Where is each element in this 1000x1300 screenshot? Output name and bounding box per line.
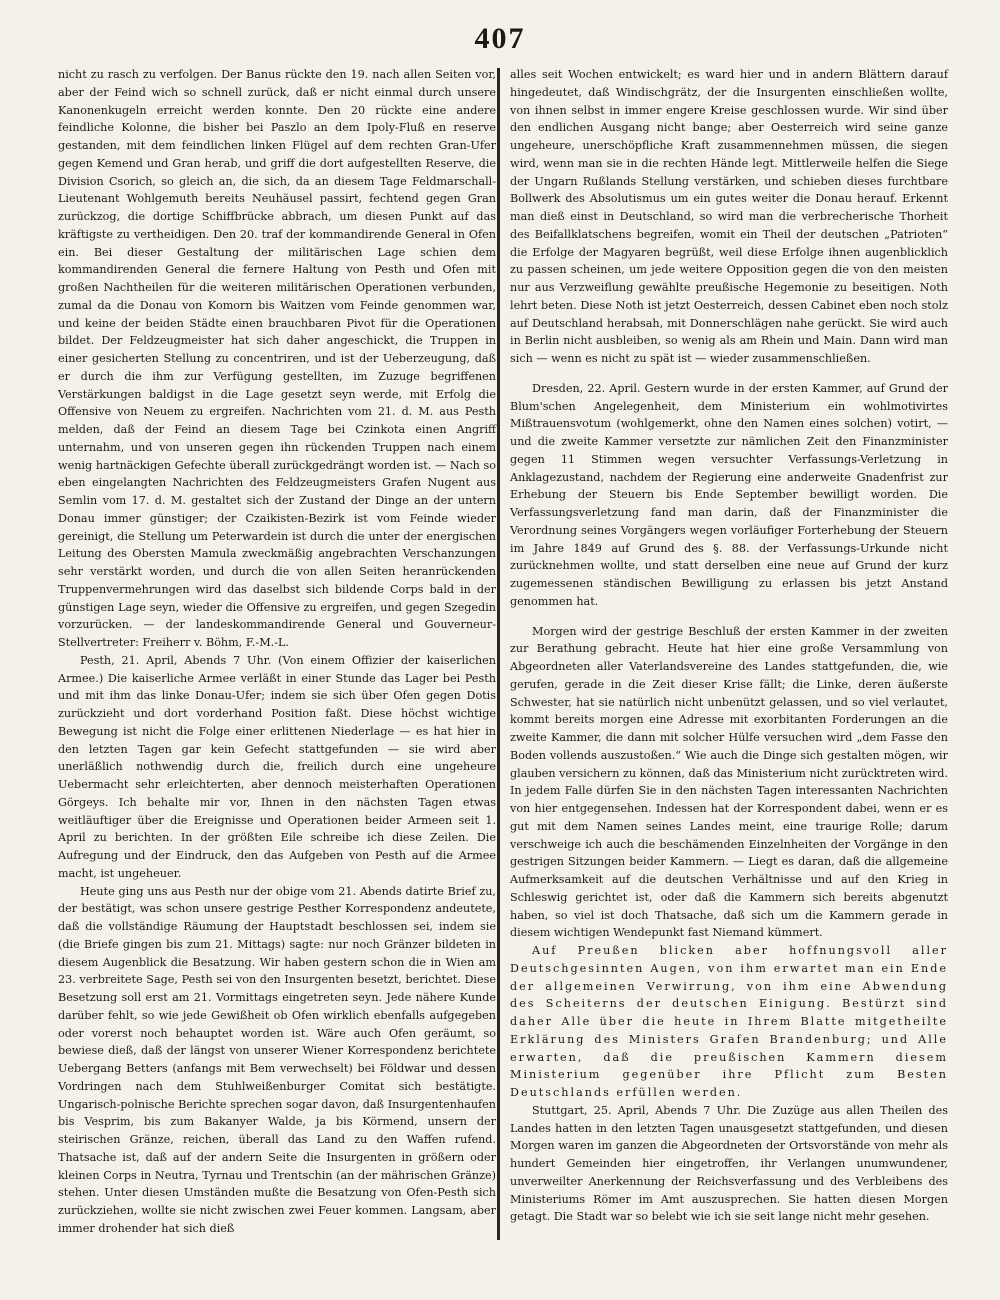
- article-military-report: nicht zu rasch zu verfolgen. Der Banus rückte den 19. nach allen Seiten vor, aber der Feind wich so schnell zurück, daß er nicht einmal durch unsere Kanonenkugeln erreicht werden konnte. Den 20 rückte eine andere feindliche Kolonne, die bisher bei Paszlo an dem Ipoly-Fluß en reserve gestanden, mit dem feindlichen linken Flügel auf dem rechten Gran-Ufer gegen Kemend und Gran herab, und griff die dort aufgestellten Reserve, die Division Csorich, so gleich an, die sich, da an diesem Tage Feldmarschall-Lieutenant Wohlgemuth bereits Neuhäusel passirt, fechtend gegen Gran zurückzog, die dortige Schiffbrücke abbrach, um diesen Punkt auf das kräftigste zu vertheidigen. Den 20. traf der kommandirende General in Ofen ein. Bei dieser Gestaltung der militärischen Lage schien dem kommandirenden General die fernere Haltung von Pesth und Ofen mit großen Nachtheilen für die weiteren militärischen Operationen verbunden, zumal da die Donau von Komorn bis Waitzen vom Feinde genommen war, und keine der beiden Städte einen brauchbaren Pivot für die Operationen bildet. Der Feldzeugmeister hat sich daher angeschickt, die Truppen in einer gesicherten Stellung zu concentriren, und ist der Ueberzeugung, daß er durch die ihm zur Verfügung gestellten, im Zuzuge begriffenen Verstärkungen baldigst in die Lage gesetzt seyn werde, mit Erfolg die Offensive von Neuem zu ergreifen. Nachrichten vom 21. d. M. aus Pesth melden, daß der Feind an diesem Tage bei Czinkota einen Angriff unternahm, und von unseren gegen ihn rückenden Truppen nach einem wenig hartnäckigen Gefechte überall zurückgedrängt worden ist. — Nach so eben eingelangten Nachrichten des Feldzeugmeisters Grafen Nugent aus Semlin vom 17. d. M. gestaltet sich der Zustand der Dinge an der untern Donau immer günstiger; der Czaikisten-Bezirk ist vom Feinde wieder gereinigt, die Stellung um Peterwardein ist durch die unter der energischen Leitung des Obersten Mamula zweckmäßig angebrachten Verschanzungen sehr verstärkt worden, und durch die von allen Seiten heranrückenden Truppenvermehrungen wird das daselbst sich bildende Corps bald in der günstigen Lage seyn, wieder die Offensive zu ergreifen, und gegen Szegedin vorzurücken. — der landeskommandirende General und Gouverneur-Stellvertreter: Freiherr v. Böhm, F.-M.-L.: [58, 68, 496, 649]
- page-number: 407: [474, 22, 526, 55]
- article-stuttgart: Stuttgart, 25. April, Abends 7 Uhr. Die Zuzüge aus allen Theilen des Landes hatten in den letzten Tagen unausgesetzt stattgefunden, und diesen Morgen waren im ganzen die Abgeordneten der Ortsvorstände von mehr als hundert Gemeinden hier eingetroffen, ihr Verlangen unumwundener, unverweilter Anerkennung der Reichsverfassung und des Verbleibens des Ministeriums Römer im Amt auszusprechen. Sie hatten diesen Morgen getagt. Die Stadt war so belebt wie ich sie seit lange nicht mehr gesehen.: [510, 1103, 948, 1224]
- right-column: [510, 66, 948, 1226]
- article-pesth-commentary: Heute ging uns aus Pesth nur der obige vom 21. Abends datirte Brief zu, der bestätigt, was schon unsere gestrige Pesther Korrespondenz andeutete, daß die vollständige Räumung der Hauptstadt beschlossen sei, indem sie (die Briefe gingen bis zum 21. Mittags) sagte: nur noch Gränzer bildeten in diesem Augenblick die Besatzung. Wir haben gestern schon die in Wien am 23. verbreitete Sage, Pesth sei von den Insurgenten besetzt, berichtet. Diese Besetzung soll erst am 21. Vormittags eingetreten seyn. Jede nähere Kunde darüber fehlt, so wie jede Gewißheit ob Ofen wirklich ebenfalls aufgegeben oder vorerst noch behauptet worden ist. Wäre auch Ofen geräumt, so bewiese dieß, daß der längst von unserer Wiener Korrespondenz berichtete Uebergang Betters (anfangs mit Bem verwechselt) bei Földwar und dessen Vordringen nach dem Stuhlweißenburger Comitat sich bestätigte. Ungarisch-polnische Berichte sprechen sogar davon, daß Insurgentenhaufen bis Vesprim, bis zum Bakanyer Walde, ja bis Körmend, unsern der steirischen Gränze, reichen, überall das Land zu den Waffen rufend. Thatsache ist, daß auf der andern Seite die Insurgenten in größern oder kleinen Corps in Neutra, Tyrnau und Trentschin (an der mährischen Gränze) stehen. Unter diesen Umständen mußte die Besatzung von Ofen-Pesth sich zurückziehen, wollte sie nicht zwischen zwei Feuer kommen. Langsam, aber immer drohender hat sich dieß: [58, 884, 496, 1235]
- article-continuation: alles seit Wochen entwickelt; es ward hier und in andern Blättern darauf hingedeutet, daß Windischgrätz, der die Insurgenten einschließen wollte, von ihnen selbst in immer engere Kreise geschlossen wurde. Wir sind über den endlichen Ausgang nicht bange; aber Oesterreich wird seine ganze ungeheure, unerschöpfliche Kraft zusammennehmen müssen, die siegen wird, wenn man sie in die rechten Hände legt. Mittlerweile helfen die Siege der Ungarn Rußlands Stellung verstärken, und schieben dieses furchtbare Bollwerk des Absolutismus um ein gutes weiter die Donau herauf. Erkennt man dieß einst in Deutschland, so wird man die verbrecherische Thorheit des Beifallklatschens begreifen, womit ein Theil der deutschen „Patrioten“ die Erfolge der Magyaren begrüßt, weil diese Erfolge ihnen augenblicklich zu passen scheinen, um jede weitere Opposition gegen die von den meisten nur aus Verzweiflung gewählte preußische Hegemonie zu beseitigen. Noth lehrt beten. Diese Noth ist jetzt Oesterreich, dessen Cabinet eben noch stolz auf Deutschland herabsah, mit Donnerschlägen nahe gerückt. Sie wird auch in Berlin nicht ausbleiben, so wenig als am Rhein und Main. Dann wird man sich — wenn es nicht zu spät ist — wieder zusammenschließen.: [510, 68, 948, 365]
- article-pesth-letter: Pesth, 21. April, Abends 7 Uhr. (Von einem Offizier der kaiserlichen Armee.) Die kaiserliche Armee verläßt in einer Stunde das Lager bei Pesth und mit ihm das linke Donau-Ufer; indem sie sich über Ofen gegen Dotis zurückzieht und dort vorderhand Position faßt. Diese höchst wichtige Bewegung ist nicht die Folge einer erlittenen Niederlage — es hat hier in den letzten Tagen gar kein Gefecht stattgefunden — sie wird aber unerläßlich nothwendig durch die, freilich durch eine ungeheure Uebermacht sehr erleichterten, aber dennoch meisterhaften Operationen Görgeys. Ich behalte mir vor, Ihnen in den nächsten Tagen etwas weitläuftiger über die Ereignisse und Operationen beider Armeen seit 1. April zu berichten. In der größten Eile schreibe ich diese Zeilen. Die Aufregung und der Eindruck, den das Aufgeben von Pesth auf die Armee macht, ist ungeheuer.: [58, 653, 496, 880]
- column-divider: [497, 68, 500, 1240]
- article-dresden-followup: Morgen wird der gestrige Beschluß der ersten Kammer in der zweiten zur Berathung gebracht. Heute hat hier eine große Versammlung von Abgeordneten aller Vaterlandsvereine des Landes stattgefunden, die, wie gerufen, gerade in die Zeit dieser Krise fällt; die Linke, deren äußerste Schwester, hat sie natürlich nicht unbenützt gelassen, und so viel verlautet, kommt bereits morgen eine Adresse mit exorbitanten Forderungen an die zweite Kammer, die dann mit solcher Hülfe versuchen wird „dem Fasse den Boden vollends auszustoßen.“ Wie auch die Dinge sich gestalten mögen, wir glauben versichern zu können, daß das Ministerium nicht zurücktreten wird. In jedem Falle dürfen Sie in den nächsten Tagen interessanten Nachrichten von hier entgegensehen. Indessen hat der Korrespondent dabei, wenn er es gut mit dem Namen seines Landes meint, eine traurige Rolle; darum verschweige ich auch die beschämenden Einzelnheiten der Vorgänge in den gestrigen Sitzungen beider Kammern. — Liegt es daran, daß die allgemeine Aufmerksamkeit auf die deutschen Verhältnisse und auf den Krieg in Schleswig gerichtet ist, oder daß die Kammern sich bereits abgenutzt haben, so viel ist doch Thatsache, daß sich um die Kammern gerade in diesem wichtigen Wendepunkt fast Niemand kümmert.: [510, 624, 949, 940]
- article-prussia-appeal: Auf Preußen blicken aber hoffnungsvoll aller Deutschgesinnten Augen, von ihm erwartet man ein Ende der allgemeinen Verwirrung, von ihm eine Abwendung des Scheiterns der deutschen Einigung. Bestürzt sind daher Alle über die heute in Ihrem Blatte mitgetheilte Erklärung des Ministers Grafen Brandenburg; und Alle erwarten, daß die preußischen Kammern diesem Ministerium gegenüber ihre Pflicht zum Besten Deutschlands erfüllen werden.: [510, 944, 948, 1099]
- left-column: [58, 66, 496, 1238]
- article-dresden: Dresden, 22. April. Gestern wurde in der ersten Kammer, auf Grund der Blum'schen Angelegenheit, dem Ministerium ein wohlmotivirtes Mißtrauensvotum (wohlgemerkt, ohne den Namen eines solchen) votirt, — und die zweite Kammer versetzte zur nämlichen Zeit den Finanzminister gegen 11 Stimmen wegen versuchter Verfassungs-Verletzung in Anklagezustand, nachdem der Regierung eine anderweite Gnadenfrist zur Erhebung der Steuern bis Ende September bewilligt worden. Die Verfassungsverletzung fand man darin, daß der Finanzminister die Verordnung seines Vorgängers wegen vorläufiger Forterhebung der Steuern im Jahre 1849 auf Grund des §. 88. der Verfassungs-Urkunde nicht zurücknehmen wollte, und statt derselben eine neue auf Grund der kurz zugemessenen ständischen Bewilligung zu erlassen bis jetzt Anstand genommen hat.: [510, 381, 948, 608]
